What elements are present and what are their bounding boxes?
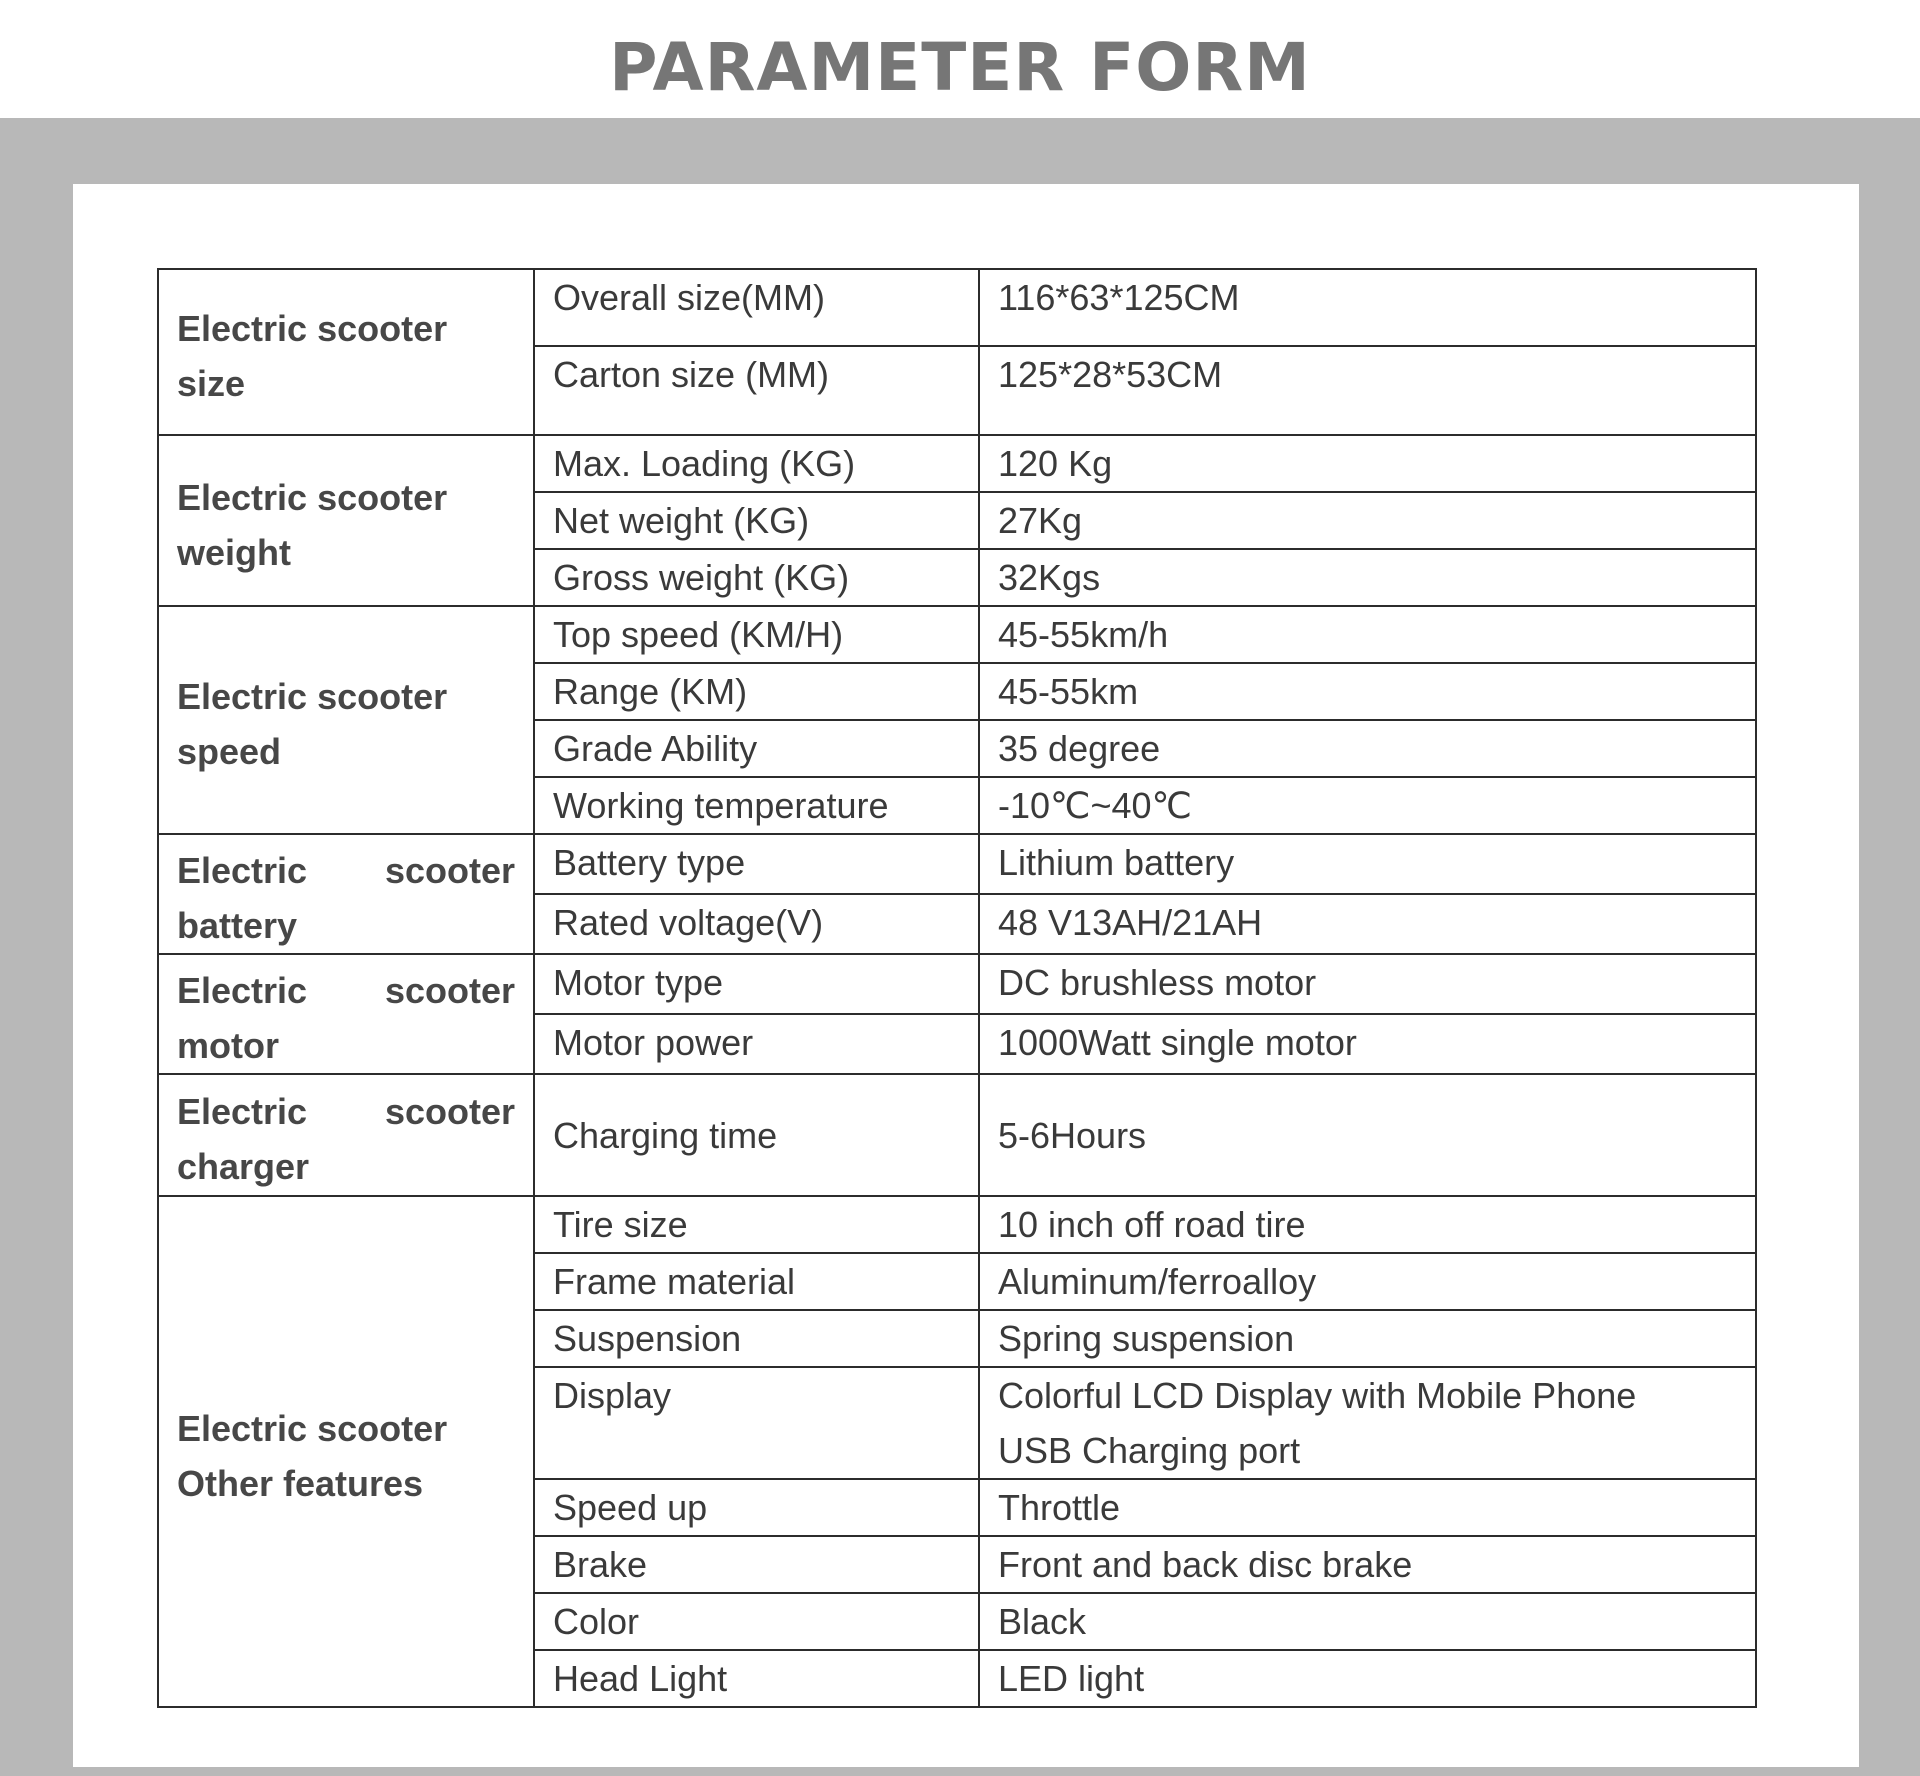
param-value: Front and back disc brake	[979, 1536, 1756, 1593]
param-label: Max. Loading (KG)	[534, 435, 979, 492]
param-label: Suspension	[534, 1310, 979, 1367]
param-value: 5-6Hours	[979, 1074, 1756, 1196]
category-motor: Electric scooter motor	[158, 954, 534, 1074]
param-value: -10℃~40℃	[979, 777, 1756, 834]
param-label: Motor type	[534, 954, 979, 1014]
param-label: Carton size (MM)	[534, 346, 979, 435]
param-label: Brake	[534, 1536, 979, 1593]
param-value: Colorful LCD Display with Mobile Phone USB Charging port	[979, 1367, 1756, 1479]
table-row	[158, 1196, 1756, 1253]
param-label: Overall size(MM)	[534, 269, 979, 346]
param-label: Frame material	[534, 1253, 979, 1310]
parameter-table	[157, 268, 1757, 1708]
param-label: Working temperature	[534, 777, 979, 834]
table-row	[158, 954, 1756, 1014]
table-row	[158, 269, 1756, 346]
param-value: 35 degree	[979, 720, 1756, 777]
param-value: 10 inch off road tire	[979, 1196, 1756, 1253]
param-value: 27Kg	[979, 492, 1756, 549]
param-value: 1000Watt single motor	[979, 1014, 1756, 1074]
page-title: PARAMETER FORM	[609, 29, 1311, 106]
param-label: Rated voltage(V)	[534, 894, 979, 954]
param-label: Net weight (KG)	[534, 492, 979, 549]
param-label: Charging time	[534, 1074, 979, 1196]
param-value: 125*28*53CM	[979, 346, 1756, 435]
category-charger: Electric scooter charger	[158, 1074, 534, 1196]
param-label: Head Light	[534, 1650, 979, 1707]
table-row	[158, 435, 1756, 492]
param-value: 116*63*125CM	[979, 269, 1756, 346]
category-speed: Electric scooter speed	[158, 606, 534, 834]
param-label: Battery type	[534, 834, 979, 894]
table-row	[158, 1074, 1756, 1196]
param-value: Lithium battery	[979, 834, 1756, 894]
category-battery: Electric scooter battery	[158, 834, 534, 954]
table-row	[158, 834, 1756, 894]
param-value: DC brushless motor	[979, 954, 1756, 1014]
param-label: Range (KM)	[534, 663, 979, 720]
param-label: Gross weight (KG)	[534, 549, 979, 606]
param-value: Black	[979, 1593, 1756, 1650]
param-label: Color	[534, 1593, 979, 1650]
table-row	[158, 606, 1756, 663]
param-value: 45-55km	[979, 663, 1756, 720]
param-value: LED light	[979, 1650, 1756, 1707]
category-weight: Electric scooter weight	[158, 435, 534, 606]
category-size: Electric scooter size	[158, 269, 534, 435]
param-label: Display	[534, 1367, 979, 1479]
param-value: Spring suspension	[979, 1310, 1756, 1367]
param-value: Aluminum/ferroalloy	[979, 1253, 1756, 1310]
param-value: 45-55km/h	[979, 606, 1756, 663]
category-other-features: Electric scooter Other features	[158, 1196, 534, 1707]
param-value: 120 Kg	[979, 435, 1756, 492]
param-label: Tire size	[534, 1196, 979, 1253]
param-value: 48 V13AH/21AH	[979, 894, 1756, 954]
param-label: Grade Ability	[534, 720, 979, 777]
param-value: Throttle	[979, 1479, 1756, 1536]
param-value: 32Kgs	[979, 549, 1756, 606]
param-label: Motor power	[534, 1014, 979, 1074]
param-label: Speed up	[534, 1479, 979, 1536]
param-label: Top speed (KM/H)	[534, 606, 979, 663]
